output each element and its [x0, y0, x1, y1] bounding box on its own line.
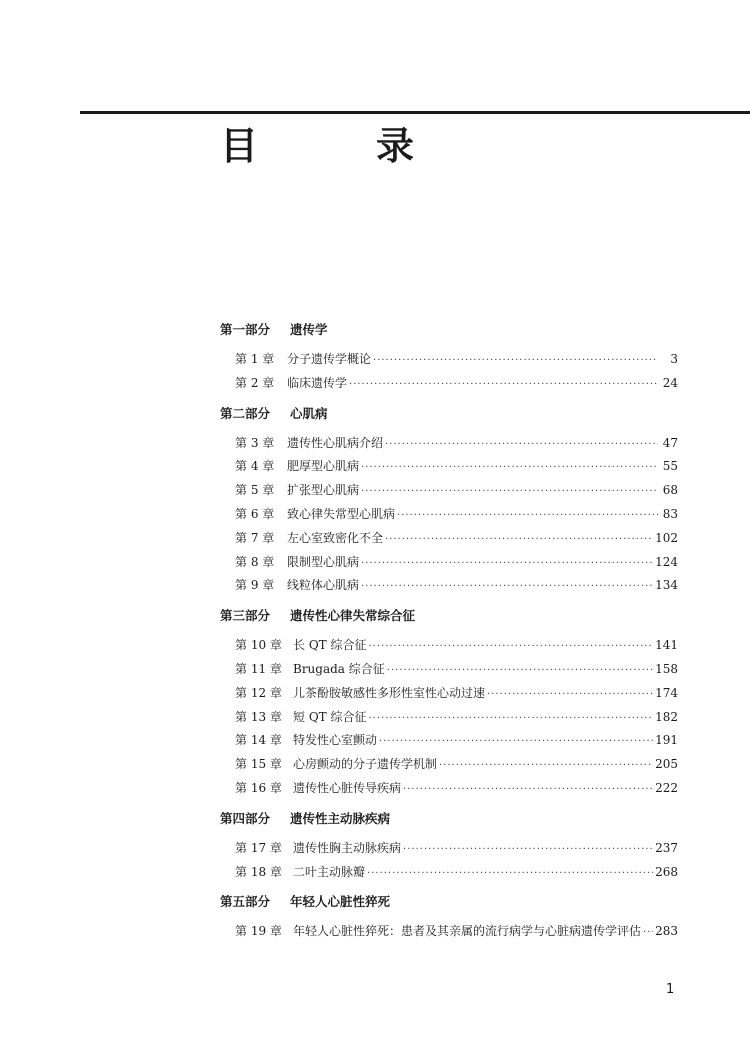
chapter-number: 第 13 章	[235, 709, 282, 724]
dot-leader	[361, 552, 653, 576]
toc-entry[interactable]	[220, 920, 678, 944]
part-label: 第三部分	[220, 608, 271, 624]
chapter-page: 24	[662, 375, 678, 390]
chapter-title: 遗传性胸主动脉疾病	[293, 840, 402, 855]
chapter-page: 283	[655, 924, 678, 939]
chapter-number: 第 10 章	[235, 638, 282, 653]
chapter-title: 限制型心肌病	[287, 554, 360, 569]
chapter-title: 年轻人心脏性猝死：患者及其亲属的流行病学与心脏病遗传学评估	[293, 924, 642, 939]
chapter-title: 儿茶酚胺敏感性多形性室性心动过速	[293, 685, 486, 700]
toc-entry[interactable]	[220, 348, 678, 372]
chapter-title: 遗传性心肌病介绍	[287, 435, 384, 450]
chapter-title: 分子遗传学概论	[287, 352, 372, 366]
chapter-title: 肥厚型心肌病	[287, 459, 360, 474]
chapter-number: 第 3 章	[235, 435, 275, 450]
dot-leader	[385, 433, 658, 457]
chapter-page: 205	[655, 757, 678, 772]
chapter-number: 第 16 章	[235, 780, 282, 795]
chapter-number: 第 7 章	[235, 530, 275, 545]
dot-leader	[387, 659, 653, 683]
toc-entry[interactable]	[220, 753, 678, 777]
dot-leader	[487, 683, 653, 707]
chapter-number: 第 17 章	[235, 840, 282, 855]
part-heading	[220, 402, 678, 426]
dot-leader	[349, 373, 658, 397]
chapter-page: 141	[655, 638, 678, 653]
toc-entry[interactable]	[220, 777, 678, 801]
chapter-number: 第 6 章	[235, 506, 275, 521]
chapter-title: 线粒体心肌病	[287, 578, 360, 593]
part-title: 遗传学	[290, 322, 328, 337]
dot-leader	[361, 480, 658, 504]
chapter-title: 临床遗传学	[287, 375, 348, 390]
chapter-page: 158	[655, 661, 678, 676]
chapter-title: 二叶主动脉瓣	[293, 864, 366, 879]
toc-entry[interactable]	[220, 503, 678, 527]
chapter-number: 第 15 章	[235, 757, 282, 772]
chapter-title: 遗传性心脏传导疾病	[293, 780, 402, 795]
chapter-page: 268	[655, 864, 678, 879]
toc-entry[interactable]	[220, 861, 678, 885]
part-title: 年轻人心脏性猝死	[290, 894, 391, 910]
chapter-page: 174	[655, 685, 678, 700]
chapter-page: 124	[655, 554, 678, 569]
page-number: 1	[666, 982, 675, 997]
part-heading	[220, 807, 678, 831]
chapter-title: 致心律失常型心肌病	[287, 506, 396, 521]
toc-entry[interactable]	[220, 682, 678, 706]
part-label: 第五部分	[220, 894, 271, 910]
chapter-page: 3	[670, 352, 678, 366]
chapter-page: 134	[655, 578, 678, 593]
dot-leader	[643, 921, 653, 945]
toc-entry[interactable]	[220, 372, 678, 396]
chapter-title: 扩张型心肌病	[287, 483, 360, 498]
part-title: 遗传性主动脉疾病	[290, 810, 391, 826]
chapter-number: 第 18 章	[235, 864, 282, 879]
part-label: 第四部分	[220, 810, 271, 826]
chapter-number: 第 9 章	[235, 578, 275, 593]
part-title: 心肌病	[290, 405, 328, 421]
part-label: 第一部分	[220, 322, 271, 337]
chapter-title: 心房颤动的分子遗传学机制	[293, 757, 438, 772]
chapter-title: 长 QT 综合征	[293, 638, 367, 653]
chapter-page: 191	[655, 733, 678, 748]
part-heading	[220, 318, 678, 342]
toc-entry[interactable]	[220, 574, 678, 598]
dot-leader	[367, 862, 653, 886]
chapter-number: 第 1 章	[235, 352, 275, 366]
chapter-number: 第 4 章	[235, 459, 275, 474]
toc-entry[interactable]	[220, 658, 678, 682]
dot-leader	[439, 754, 653, 778]
top-rule	[80, 111, 750, 114]
page-title: 目 录	[220, 123, 455, 168]
chapter-page: 47	[662, 435, 678, 450]
dot-leader	[361, 456, 658, 480]
chapter-title: 短 QT 综合征	[293, 709, 367, 724]
dot-leader	[403, 778, 653, 802]
dot-leader	[368, 707, 653, 731]
chapter-number: 第 2 章	[235, 375, 275, 390]
part-title: 遗传性心律失常综合征	[290, 608, 416, 624]
dot-leader	[403, 838, 653, 862]
toc-entry[interactable]	[220, 432, 678, 456]
toc-entry[interactable]	[220, 455, 678, 479]
toc-entry[interactable]	[220, 479, 678, 503]
chapter-page: 83	[662, 506, 678, 521]
dot-leader	[368, 635, 653, 659]
toc-entry[interactable]	[220, 634, 678, 658]
toc-entry[interactable]	[220, 729, 678, 753]
dot-leader	[379, 730, 653, 754]
table-of-contents	[220, 318, 678, 944]
chapter-number: 第 14 章	[235, 733, 282, 748]
chapter-number: 第 11 章	[235, 661, 282, 676]
chapter-page: 237	[655, 840, 678, 855]
chapter-page: 55	[662, 459, 678, 474]
part-heading	[220, 890, 678, 914]
toc-entry[interactable]	[220, 837, 678, 861]
dot-leader	[385, 528, 653, 552]
chapter-page: 182	[655, 709, 678, 724]
chapter-title: 特发性心室颤动	[293, 733, 378, 748]
toc-entry[interactable]	[220, 706, 678, 730]
dot-leader	[361, 575, 653, 599]
part-label: 第二部分	[220, 405, 271, 421]
dot-leader	[373, 349, 658, 373]
chapter-title: Brugada 综合征	[293, 661, 385, 676]
chapter-number: 第 5 章	[235, 483, 275, 498]
toc-entry[interactable]	[220, 551, 678, 575]
chapter-page: 102	[655, 530, 678, 545]
part-heading	[220, 604, 678, 628]
chapter-title: 左心室致密化不全	[287, 530, 384, 545]
dot-leader	[397, 504, 658, 528]
chapter-page: 222	[655, 780, 678, 795]
chapter-number: 第 8 章	[235, 554, 275, 569]
toc-entry[interactable]	[220, 527, 678, 551]
chapter-number: 第 19 章	[235, 924, 282, 939]
chapter-number: 第 12 章	[235, 685, 282, 700]
chapter-page: 68	[662, 483, 678, 498]
